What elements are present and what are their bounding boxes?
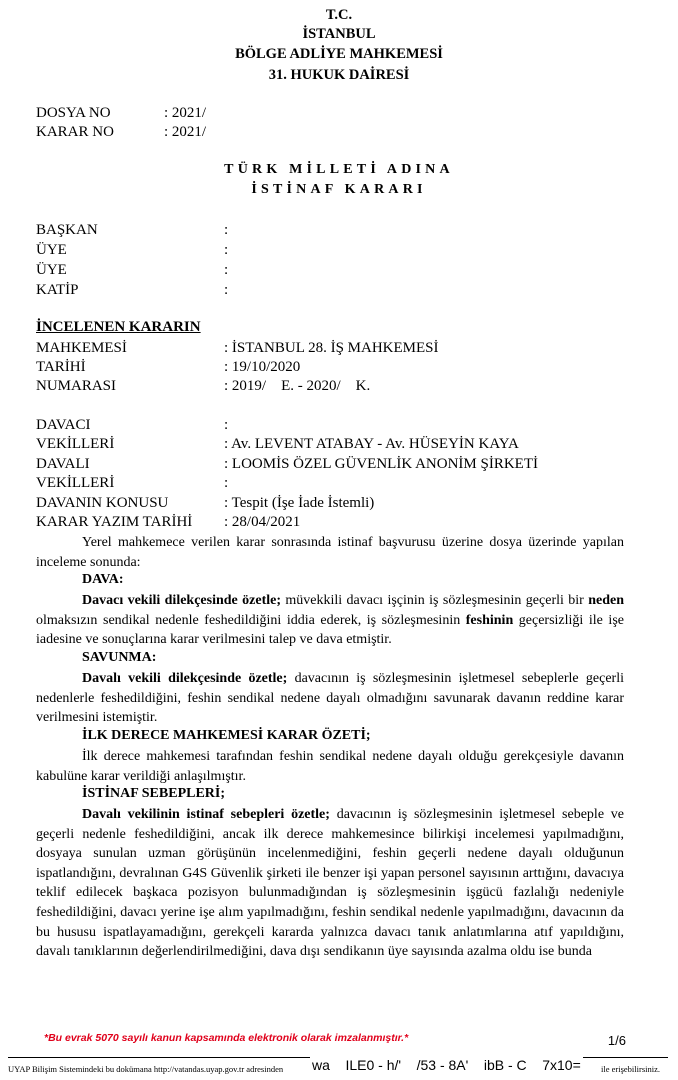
uye1-row (36, 241, 229, 259)
esign-note: *Bu evrak 5070 sayılı kanun kapsamında elektronik olarak imzalanmıştır.* (44, 1032, 409, 1044)
katip-value: : (224, 282, 229, 298)
konu-row (36, 494, 375, 512)
baskan-row (36, 221, 229, 239)
vekil2-row (36, 474, 229, 492)
page-number: 1/6 (607, 1033, 626, 1048)
incelenen-title: İNCELENEN KARARIN (36, 319, 201, 335)
karar-no-row (36, 123, 207, 141)
title-decision: İSTİNAF KARARI (251, 182, 427, 197)
tarih-row (36, 358, 301, 376)
istinaf-paragraph (36, 805, 624, 962)
header-chamber: 31. HUKUK DAİRESİ (268, 67, 410, 83)
verification-code: wa ILE0 - h/' /53 - 8A' ibB - C 7x10= (312, 1057, 581, 1073)
tarih-value: : 19/10/2020 (224, 359, 301, 375)
dava-bold-fesh: feshinin (465, 612, 514, 628)
savunma-lead: Davalı vekili dilekçesinde özetle; (82, 671, 288, 686)
uye2-value: : (224, 262, 229, 278)
mahkeme-label: MAHKEMESİ (36, 340, 127, 356)
konu-label: DAVANIN KONUSU (36, 495, 169, 511)
konu-value: : Tespit (İşe İade İstemli) (224, 495, 375, 511)
yazim-value: : 28/04/2021 (224, 514, 301, 530)
header-city: İSTANBUL (302, 26, 376, 42)
mahkeme-row (36, 339, 439, 357)
dosya-no-label: DOSYA NO (36, 105, 111, 121)
yazim-label: KARAR YAZIM TARİHİ (36, 514, 193, 530)
karar-no-label: KARAR NO (36, 124, 114, 140)
davali-value: : LOOMİS ÖZEL GÜVENLİK ANONİM ŞİRKETİ (224, 456, 538, 472)
numara-value: : 2019/ E. - 2020/ K. (224, 378, 371, 394)
istinaf-text: davacının iş sözleşmesinin işletmesel sebeple ve geçerli nedenle feshedildiğini, ancak ilk derece mahkemesince bilirkişi incelemesi yapılmadığını, dosyaya sunulan uzman görüşünün incelenmediğini, feshin geçerli nedene dayalı olduğunun ispatlandığını, devralınan G4S Güvenlik şirketi ile benzer işi yapan personel sayısının arttığını, davacıya teklif edilecek başkaca pozisyon bulunmadığından iş sözleşmesinin işgücü fazlalığı nedeniyle feshedildiğini, davacı yerine işe alım yapılmadığını, feshin sendikal nedenle yapılmadığını, davacının da bu hususu ispatlayamadığını, gerekçeli kararda yalnızca davacı tanık anlatımlarına atıf yapıldığını, davalı tanıklarının değerlendirilmediğini, dava dışı sendikanın üye sayısında azalma oldu ise bunda (36, 807, 625, 960)
uye2-label: ÜYE (36, 262, 67, 278)
dava-text-b: olmaksızın sendikal nedenle feshedildiğini iddia ederek, iş sözleşmesinin (36, 612, 466, 628)
uye2-row (36, 261, 229, 279)
savunma-heading: SAVUNMA: (82, 650, 157, 665)
savunma-text: davacının iş sözleşmesinin işletmesel sebeplerle geçerli nedenlerle feshedildiğini, feshin sendikal nedene dayalı olmadığını savunarak davanın reddine karar verilmesini istemiştir. (36, 671, 624, 726)
vekil2-value: : (224, 475, 229, 491)
baskan-value: : (224, 222, 229, 238)
tarih-label: TARİHİ (36, 359, 86, 375)
davali-row (36, 455, 538, 473)
numara-row (36, 377, 371, 395)
vekil1-value: : Av. LEVENT ATABAY - Av. HÜSEYİN KAYA (224, 436, 519, 452)
dava-text-a: müvekkili davacı işçinin iş sözleşmesinin geçerli bir (281, 593, 589, 608)
karar-no-value: : 2021/ (164, 124, 207, 140)
dava-heading: DAVA: (82, 572, 124, 587)
uyap-end-text: ile erişebilirsiniz. (601, 1064, 661, 1074)
dava-lead: Davacı vekili dilekçesinde özetle; (82, 593, 281, 608)
vekil1-label: VEKİLLERİ (36, 436, 115, 452)
istinaf-heading: İSTİNAF SEBEPLERİ; (82, 786, 226, 801)
uye1-label: ÜYE (36, 242, 67, 258)
katip-label: KATİP (36, 282, 79, 298)
davali-label: DAVALI (36, 456, 90, 472)
dava-paragraph (36, 591, 624, 650)
davaci-row (36, 416, 229, 434)
dava-bold-neden: neden (588, 593, 624, 608)
ilk-derece-paragraph: İlk derece mahkemesi tarafından feshin sendikal nedene dayalı olduğu gerekçesiyle davanın kabulüne karar verildiği anlaşılmıştır. (36, 749, 624, 784)
dosya-no-row (36, 104, 207, 122)
vekil2-label: VEKİLLERİ (36, 475, 115, 491)
header-tc: T.C. (325, 7, 353, 23)
mahkeme-value: : İSTANBUL 28. İŞ MAHKEMESİ (224, 340, 439, 356)
intro-paragraph: Yerel mahkemece verilen karar sonrasında istinaf başvurusu üzerine dosya üzerinde yapılan inceleme sonunda: (36, 535, 624, 570)
uye1-value: : (224, 242, 229, 258)
title-nation: TÜRK MİLLETİ ADINA (224, 162, 454, 177)
katip-row (36, 281, 229, 299)
yazim-row (36, 513, 301, 531)
ilk-derece-heading: İLK DERECE MAHKEMESİ KARAR ÖZETİ; (82, 728, 371, 743)
dava-text-c: geçersizliği ile işe iadesine ve sonuçlarına karar verilmesini talep ve dava etmiştir. (36, 612, 624, 648)
savunma-paragraph (36, 669, 624, 728)
istinaf-lead: Davalı vekilinin istinaf sebepleri özetle; (82, 807, 330, 822)
header-court: BÖLGE ADLİYE MAHKEMESİ (235, 46, 443, 62)
numara-label: NUMARASI (36, 378, 117, 394)
davaci-label: DAVACI (36, 417, 91, 433)
vekil1-row (36, 435, 519, 453)
dosya-no-value: : 2021/ (164, 105, 207, 121)
davaci-value: : (224, 417, 229, 433)
uyap-text: UYAP Bilişim Sistemindeki bu dokümana http://vatandas.uyap.gov.tr adresinden (8, 1064, 284, 1074)
baskan-label: BAŞKAN (36, 222, 98, 238)
